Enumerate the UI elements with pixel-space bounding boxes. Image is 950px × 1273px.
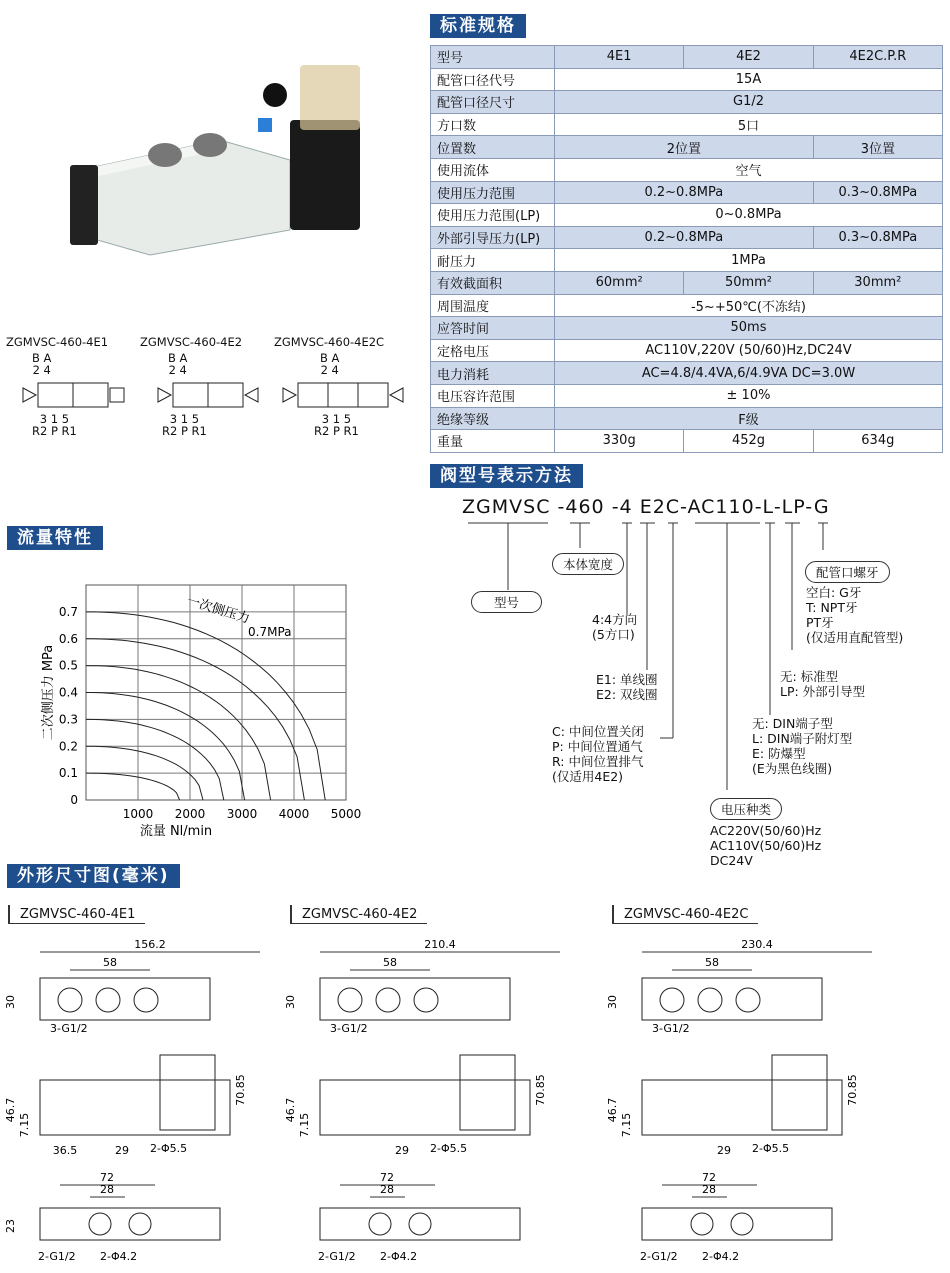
dim-29: 29: [395, 1144, 409, 1157]
valve-symbols: [18, 378, 413, 412]
dim-hole: 2-Φ5.5: [752, 1142, 790, 1155]
spec-cell: G1/2: [555, 91, 943, 114]
direction-notes: 4:4方向 (5方口): [592, 612, 638, 642]
model-section-title: 阀型号表示方法: [430, 464, 583, 488]
port-circle: [89, 1213, 111, 1235]
port-circle: [134, 988, 158, 1012]
series-line-0.5: [86, 666, 271, 800]
dim-28: 28: [702, 1183, 716, 1196]
spec-cell: 0.3~0.8MPa: [813, 226, 942, 249]
spec-label: 定格电压: [431, 339, 555, 362]
dim-72: 72: [100, 1171, 114, 1184]
coil-notes: E1: 单线圈 E2: 双线圈: [596, 672, 658, 702]
symbol-title-4e2: ZGMVSC-460-4E2: [140, 335, 243, 349]
dim-h467: 46.7: [4, 1097, 17, 1123]
dim-29: 29: [717, 1144, 731, 1157]
voltage-label: 电压种类: [710, 798, 782, 820]
voltage-notes: AC220V(50/60)Hz AC110V(50/60)Hz DC24V: [710, 823, 822, 868]
spec-label: 使用压力范围: [431, 181, 555, 204]
spec-label: 电力消耗: [431, 362, 555, 385]
port-labels-bottom-1: 3 1 5 R2 P R1: [32, 412, 77, 438]
bottom-view-body: [642, 1208, 832, 1240]
dim-overall: 230.4: [741, 938, 773, 951]
spec-cell: 452g: [684, 430, 813, 453]
spec-cell: F级: [555, 407, 943, 430]
spec-cell: 0.3~0.8MPa: [813, 181, 942, 204]
spec-label: 周围温度: [431, 294, 555, 317]
y-tick-label: 0.4: [58, 685, 78, 700]
annotation-value: 0.7MPa: [248, 625, 292, 639]
dim-hole: 2-Φ5.5: [150, 1142, 188, 1155]
coil-outline: [460, 1055, 515, 1130]
model-code: ZGMVSC -460 -4 E2C-AC110-L-LP-G: [462, 496, 830, 518]
dim-pitch: 58: [705, 956, 719, 969]
flow-chart: [0, 580, 380, 840]
valve-product-image: [60, 60, 370, 260]
front-view-body: [320, 1080, 530, 1135]
spec-row: [431, 68, 943, 91]
spec-label: 耐压力: [431, 249, 555, 272]
dim-72: 72: [380, 1171, 394, 1184]
spec-row: [431, 294, 943, 317]
dim-height-30: 30: [606, 995, 619, 1009]
spec-cell: 15A: [555, 68, 943, 91]
port-circle: [698, 988, 722, 1012]
spec-row: [431, 158, 943, 181]
spec-row: [431, 339, 943, 362]
spec-label: 应答时间: [431, 317, 555, 340]
spec-cell: 4E2: [684, 46, 813, 69]
port-circle: [129, 1213, 151, 1235]
y-tick-label: 0.6: [58, 631, 78, 646]
spec-label: 使用压力范围(LP): [431, 204, 555, 227]
dim-pitch: 58: [103, 956, 117, 969]
spec-row: [431, 91, 943, 114]
port-circle: [414, 988, 438, 1012]
dim-overall: 210.4: [424, 938, 456, 951]
spec-row: [431, 226, 943, 249]
dim-g2: 2-G1/2: [318, 1250, 356, 1263]
spec-label: 型号: [431, 46, 555, 69]
thread-notes: 空白: G牙 T: NPT牙 PT牙 (仅适用直配管型): [806, 585, 904, 645]
spec-cell: ± 10%: [555, 384, 943, 407]
pilot-notes: 无: 标准型 LP: 外部引导型: [780, 669, 866, 699]
dimension-drawings: [0, 930, 950, 1270]
spec-cell: 60mm²: [555, 271, 684, 294]
annotation: 一次侧压力: [184, 593, 252, 627]
dim-height-30: 30: [4, 995, 17, 1009]
thread-label: 配管口螺牙: [805, 561, 890, 583]
spec-row: [431, 113, 943, 136]
port-labels-top-3: B A 2 4: [320, 351, 340, 377]
x-tick-label: 4000: [278, 807, 310, 821]
spec-row: [431, 136, 943, 159]
spec-cell: 0.2~0.8MPa: [555, 181, 814, 204]
spec-cell: AC110V,220V (50/60)Hz,DC24V: [555, 339, 943, 362]
port-circle: [660, 988, 684, 1012]
dim-g2: 2-G1/2: [640, 1250, 678, 1263]
dim-72: 72: [702, 1171, 716, 1184]
dim-h715: 7.15: [18, 1112, 31, 1138]
front-view-body: [40, 1080, 230, 1135]
spec-cell: 634g: [813, 430, 942, 453]
port-labels-bottom-2: 3 1 5 R2 P R1: [162, 412, 207, 438]
front-view-body: [642, 1080, 842, 1135]
spec-row: [431, 46, 943, 69]
spec-cell: AC=4.8/4.4VA,6/4.9VA DC=3.0W: [555, 362, 943, 385]
spec-label: 有效截面积: [431, 271, 555, 294]
dim-ports: 3-G1/2: [50, 1022, 88, 1035]
y-tick-label: 0.5: [58, 658, 78, 673]
port-circle: [338, 988, 362, 1012]
top-view-body: [40, 978, 210, 1020]
spec-table: [430, 45, 943, 453]
symbol-title-4e2c: ZGMVSC-460-4E2C: [274, 335, 385, 349]
dim-h715: 7.15: [298, 1112, 311, 1138]
spec-cell: 空气: [555, 158, 943, 181]
spec-cell: -5~+50℃(不冻结): [555, 294, 943, 317]
dim-h467: 46.7: [284, 1097, 297, 1123]
spec-row: [431, 362, 943, 385]
dim-title-4e2c: ZGMVSC-460-4E2C: [612, 905, 758, 924]
spec-row: [431, 384, 943, 407]
spec-row: [431, 271, 943, 294]
port-circle: [731, 1213, 753, 1235]
x-tick-label: 5000: [330, 807, 362, 821]
spec-cell: 0.2~0.8MPa: [555, 226, 814, 249]
dim-overall: 156.2: [134, 938, 166, 951]
y-tick-label: 0.2: [58, 739, 78, 754]
spec-row: [431, 204, 943, 227]
coil-outline: [772, 1055, 827, 1130]
spec-label: 外部引导压力(LP): [431, 226, 555, 249]
spec-section-title: 标准规格: [430, 14, 526, 38]
spec-label: 使用流体: [431, 158, 555, 181]
dim-phi42: 2-Φ4.2: [380, 1250, 418, 1263]
dim-29: 29: [115, 1144, 129, 1157]
dim-365: 36.5: [52, 1144, 78, 1157]
dim-title-4e2: ZGMVSC-460-4E2: [290, 905, 427, 924]
port-circle: [376, 988, 400, 1012]
spec-cell: 0~0.8MPa: [555, 204, 943, 227]
spec-cell: 50ms: [555, 317, 943, 340]
coil-outline: [160, 1055, 215, 1130]
width-label: 本体宽度: [552, 553, 624, 575]
spec-cell: 330g: [555, 430, 684, 453]
bottom-view-body: [40, 1208, 220, 1240]
spec-label: 重量: [431, 430, 555, 453]
y-tick-label: 0.1: [58, 766, 78, 781]
spec-label: 电压容许范围: [431, 384, 555, 407]
port-circle: [369, 1213, 391, 1235]
y-axis-label: 二次侧压力 MPa: [41, 644, 56, 741]
y-tick-label: 0: [70, 793, 78, 807]
port-circle: [691, 1213, 713, 1235]
top-view-body: [320, 978, 510, 1020]
dim-23: 23: [4, 1219, 17, 1233]
spec-cell: 30mm²: [813, 271, 942, 294]
dim-phi42: 2-Φ4.2: [100, 1250, 138, 1263]
spec-label: 方口数: [431, 113, 555, 136]
port-circle: [736, 988, 760, 1012]
dim-ports: 3-G1/2: [330, 1022, 368, 1035]
dim-28: 28: [380, 1183, 394, 1196]
port-circle: [58, 988, 82, 1012]
port-labels-top-2: B A 2 4: [168, 351, 188, 377]
type-label: 型号: [471, 591, 542, 613]
symbol-title-4e1: ZGMVSC-460-4E1: [6, 335, 109, 349]
y-tick-label: 0.3: [58, 712, 78, 727]
spec-row: [431, 430, 943, 453]
spec-cell: 50mm²: [684, 271, 813, 294]
x-axis-label: 流量 Nl/min: [139, 824, 213, 839]
port-circle: [96, 988, 120, 1012]
dim-phi42: 2-Φ4.2: [702, 1250, 740, 1263]
dim-h467: 46.7: [606, 1097, 619, 1123]
spec-cell: 4E2C.P.R: [813, 46, 942, 69]
dims-section-title: 外形尺寸图(毫米): [7, 864, 180, 888]
flow-section-title: 流量特性: [7, 526, 103, 550]
x-tick-label: 3000: [226, 807, 258, 821]
center-notes: C: 中间位置关闭 P: 中间位置通气 R: 中间位置排气 (仅适用4E2): [552, 724, 644, 784]
spec-label: 配管口径尺寸: [431, 91, 555, 114]
spec-cell: 4E1: [555, 46, 684, 69]
spec-cell: 2位置: [555, 136, 814, 159]
spec-row: [431, 407, 943, 430]
dim-h7085: 70.85: [534, 1074, 547, 1106]
spec-label: 位置数: [431, 136, 555, 159]
dim-28: 28: [100, 1183, 114, 1196]
dim-h715: 7.15: [620, 1112, 633, 1138]
series-line-0.1: [86, 773, 180, 800]
top-view-body: [642, 978, 822, 1020]
y-tick-label: 0.7: [58, 604, 78, 619]
dim-height-30: 30: [284, 995, 297, 1009]
spec-row: [431, 317, 943, 340]
spec-label: 绝缘等级: [431, 407, 555, 430]
dim-h7085: 70.85: [234, 1074, 247, 1106]
x-tick-label: 2000: [174, 807, 206, 821]
dim-hole: 2-Φ5.5: [430, 1142, 468, 1155]
spec-cell: 5口: [555, 113, 943, 136]
port-circle: [409, 1213, 431, 1235]
dim-pitch: 58: [383, 956, 397, 969]
dim-h7085: 70.85: [846, 1074, 859, 1106]
spec-label: 配管口径代号: [431, 68, 555, 91]
spec-cell: 1MPa: [555, 249, 943, 272]
dim-ports: 3-G1/2: [652, 1022, 690, 1035]
dim-g2: 2-G1/2: [38, 1250, 76, 1263]
terminal-notes: 无: DIN端子型 L: DIN端子附灯型 E: 防爆型 (E为黑色线圈): [752, 716, 853, 776]
spec-cell: 3位置: [813, 136, 942, 159]
spec-row: [431, 249, 943, 272]
series-line-0.3: [86, 719, 224, 800]
spec-row: [431, 181, 943, 204]
dim-title-4e1: ZGMVSC-460-4E1: [8, 905, 145, 924]
port-labels-bottom-3: 3 1 5 R2 P R1: [314, 412, 359, 438]
x-tick-label: 1000: [122, 807, 154, 821]
port-labels-top-1: B A 2 4: [32, 351, 52, 377]
